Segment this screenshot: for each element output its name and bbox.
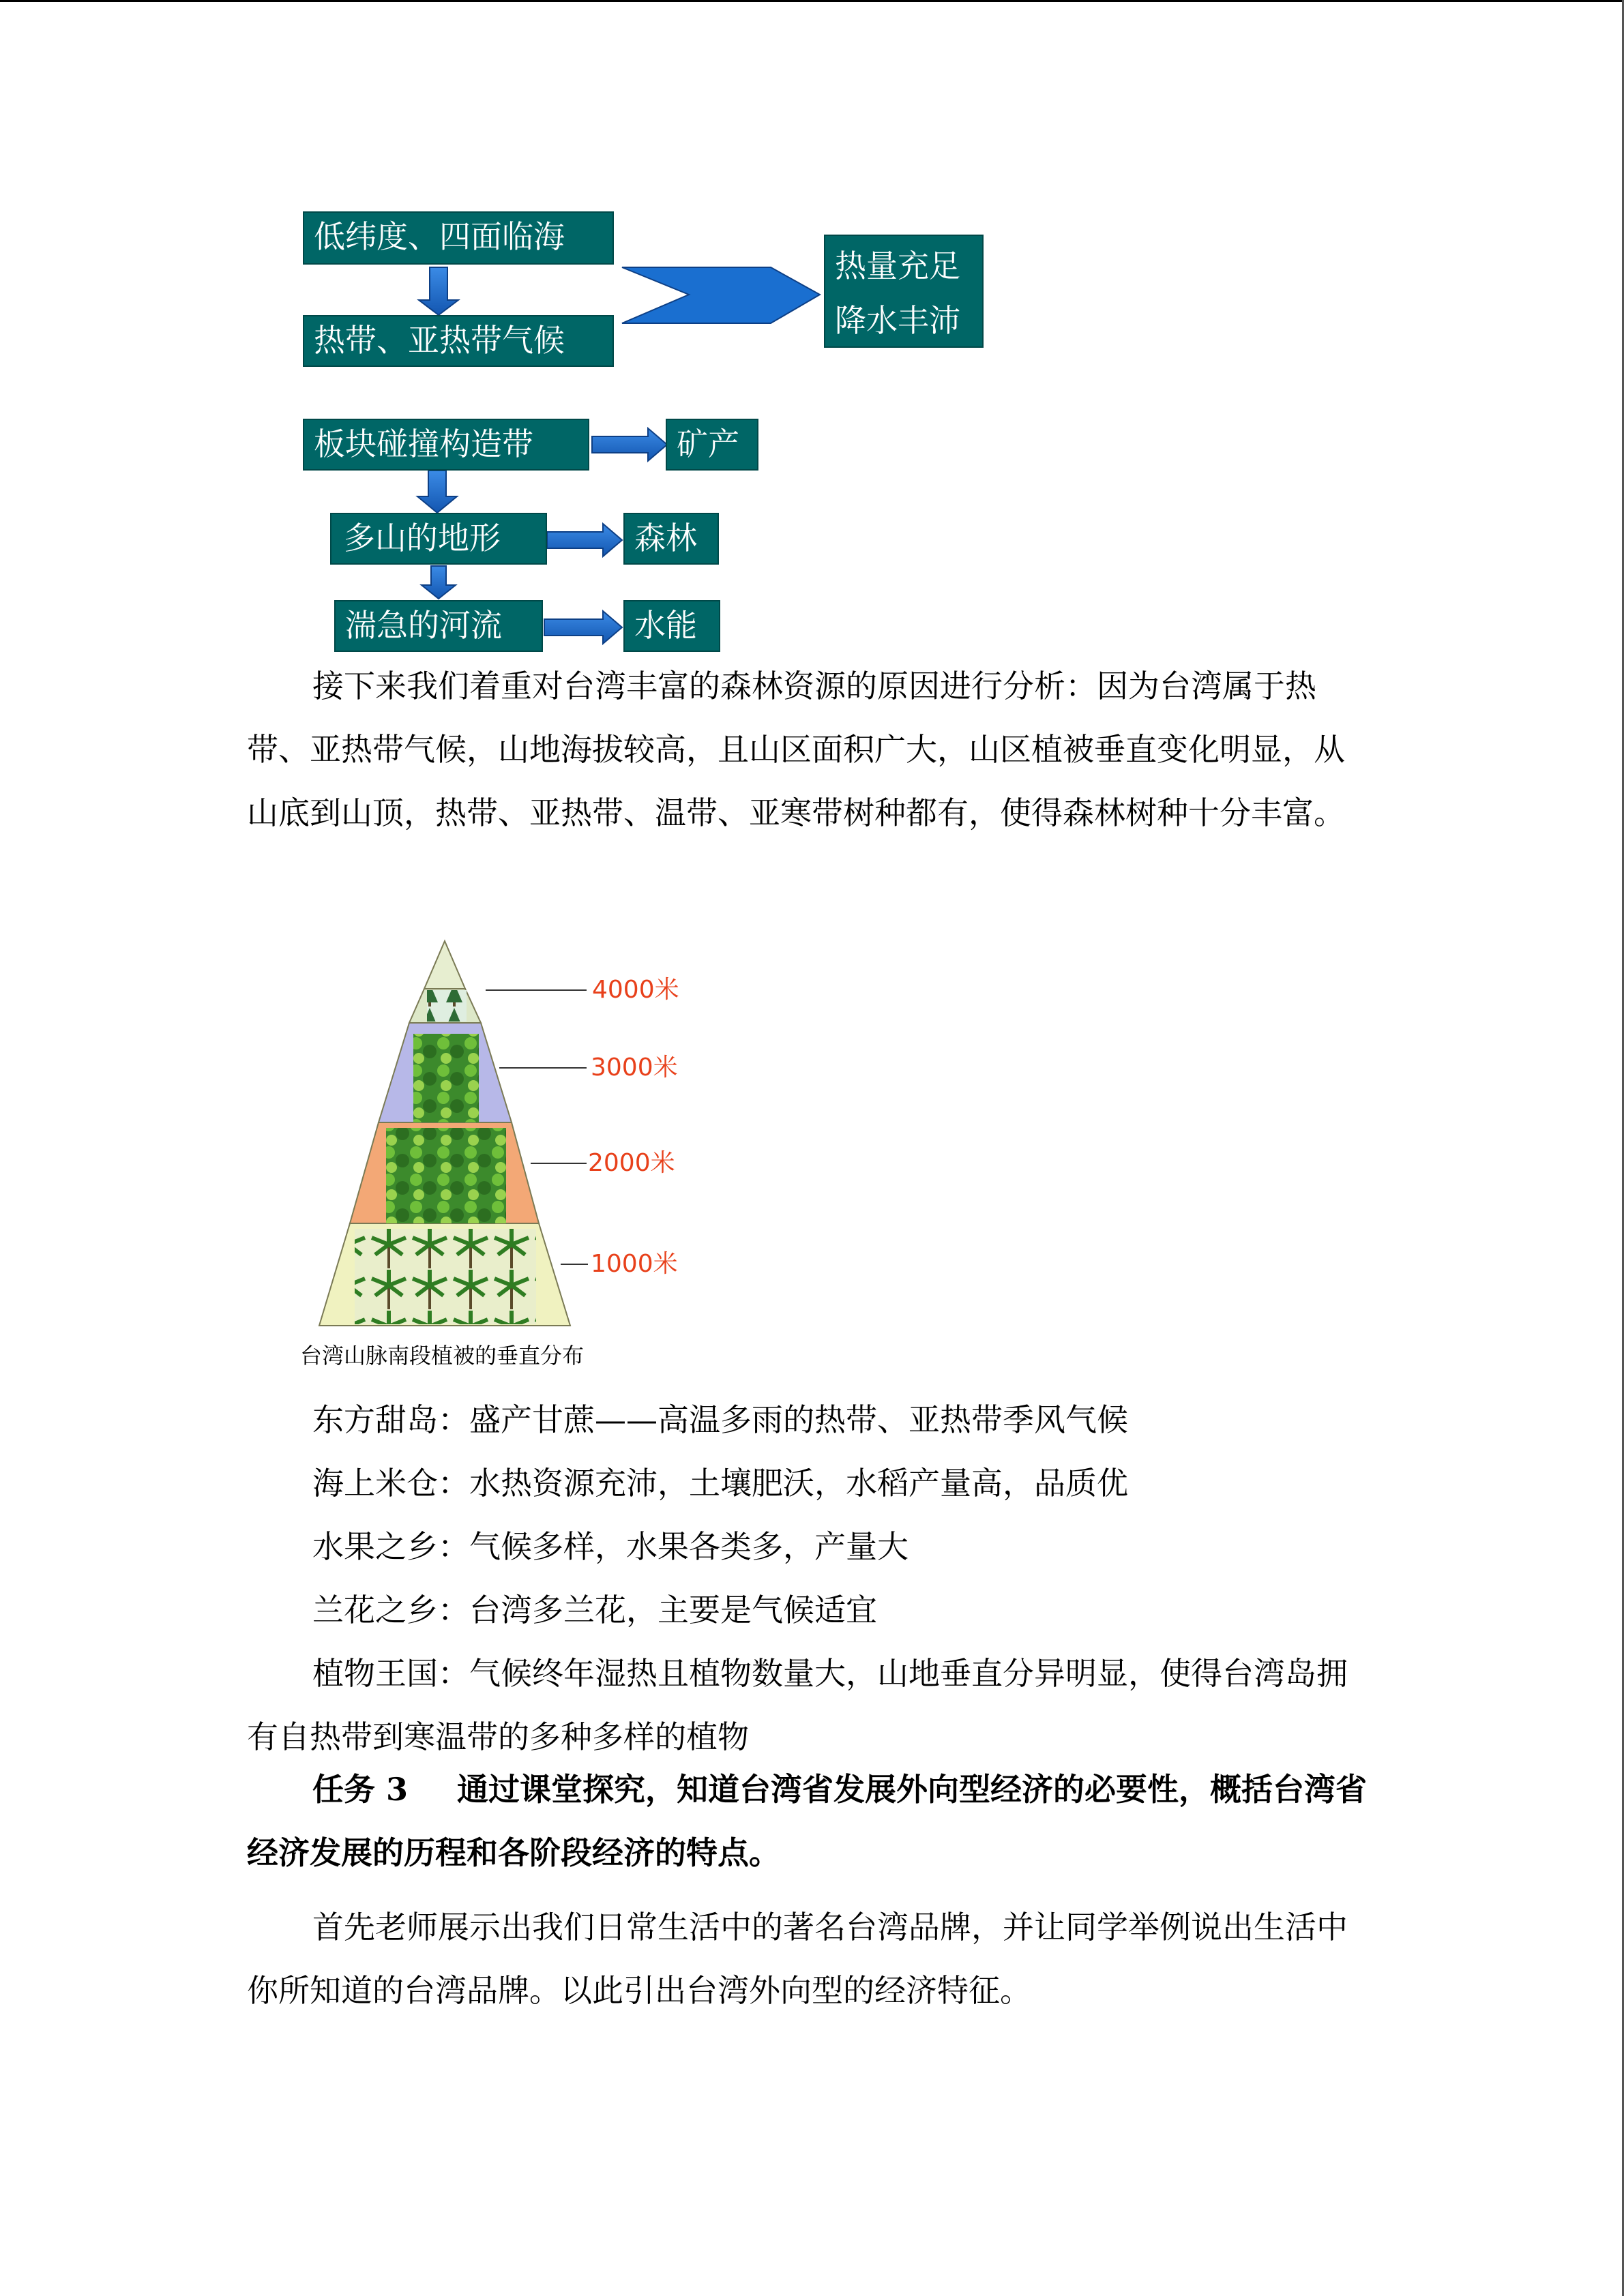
flow-box-climate: 热带、亚热带气候: [303, 315, 614, 367]
nickname-line-orchid-home: [247, 1579, 1372, 1642]
altitude-label-3000: 3000米: [591, 1054, 678, 1082]
right-arrow-icon: [592, 428, 667, 461]
right-arrow-icon: [547, 524, 622, 556]
down-arrow-icon: [419, 267, 458, 315]
broadleaf-forest-image: [386, 1128, 506, 1223]
pyramid-band-top: [424, 941, 465, 989]
flow-box-plate: 板块碰撞构造带: [303, 419, 589, 471]
pyramid-band-alpine: [409, 989, 481, 1023]
altitude-label-2000: 2000米: [588, 1149, 675, 1177]
figure-caption: 台湾山脉南段植被的垂直分布: [300, 1343, 585, 1369]
flow-box-result-line1: 热量充足: [835, 248, 960, 284]
flow-box-low-latitude: 低纬度、四面临海: [303, 211, 614, 265]
pyramid-band-orange: [350, 1122, 539, 1223]
flow-box-mountains: 多山的地形: [330, 513, 547, 565]
right-arrow-icon: [544, 611, 622, 644]
flow-box-forest: 森林: [623, 513, 719, 565]
nickname-text: 海上米仓：水热资源充沛，土壤肥沃，水稻产量高，品质优: [312, 1465, 1128, 1502]
pyramid-band-base: [319, 1223, 570, 1326]
nickname-text: 兰花之乡：台湾多兰花，主要是气候适宜: [312, 1592, 877, 1628]
nickname-line-sweet-island: [247, 1388, 1372, 1452]
flow-box-rivers: 湍急的河流: [334, 600, 543, 652]
down-arrow-icon: [417, 471, 457, 513]
task3-label: 任务 3: [312, 1771, 409, 1808]
down-arrow-icon: [422, 566, 456, 599]
flow-box-result-line2: 降水丰沛: [835, 302, 960, 339]
paragraph-plant-kingdom: [247, 1642, 1372, 1769]
chevron-arrow-icon: [622, 267, 820, 323]
task3-heading: [247, 1758, 1372, 1885]
paragraph-brands-text: 首先老师展示出我们日常生活中的著名台湾品牌，并让同学举例说出生活中你所知道的台湾品牌。以此引出台湾外向型的经济特征。: [247, 1909, 1348, 2009]
nickname-text: 东方甜岛：盛产甘蔗——高温多雨的热带、亚热带季风气候: [312, 1401, 1128, 1438]
conifer-forest-image: [413, 1034, 479, 1122]
nickname-text: 水果之乡：气候多样，水果各类多，产量大: [312, 1528, 909, 1565]
tropical-forest-image: [355, 1229, 536, 1324]
alpine-vegetation-image: [427, 990, 467, 1022]
plant-kingdom-text: 植物王国：气候终年湿热且植物数量大，山地垂直分异明显，使得台湾岛拥有自热带到寒温带的多种多样的植物: [247, 1655, 1348, 1755]
pyramid-band-lavender: [379, 1023, 512, 1122]
paragraph-forest-text: 接下来我们着重对台湾丰富的森林资源的原因进行分析：因为台湾属于热带、亚热带气候，山地海拔较高，且山区面积广大，山区植被垂直变化明显，从山底到山顶，热带、亚热带、温带、亚寒带树种都有，使得森林树种十分丰富。: [247, 668, 1345, 831]
flow-box-hydro: 水能: [623, 600, 720, 652]
task3-text: 通过课堂探究，知道台湾省发展外向型经济的必要性，概括台湾省经济发展的历程和各阶段经济的特点。: [247, 1771, 1368, 1871]
altitude-label-1000: 1000米: [591, 1250, 678, 1278]
flow-box-minerals: 矿产: [666, 419, 758, 471]
altitude-label-4000: 4000米: [592, 976, 679, 1004]
paragraph-forest-analysis: [247, 655, 1372, 845]
nickname-line-fruit-home: [247, 1515, 1372, 1579]
paragraph-brands: [247, 1896, 1372, 2023]
flow-box-result: [824, 235, 984, 348]
flowchart-arrows: [0, 0, 1624, 682]
nickname-line-rice-granary: [247, 1452, 1372, 1515]
